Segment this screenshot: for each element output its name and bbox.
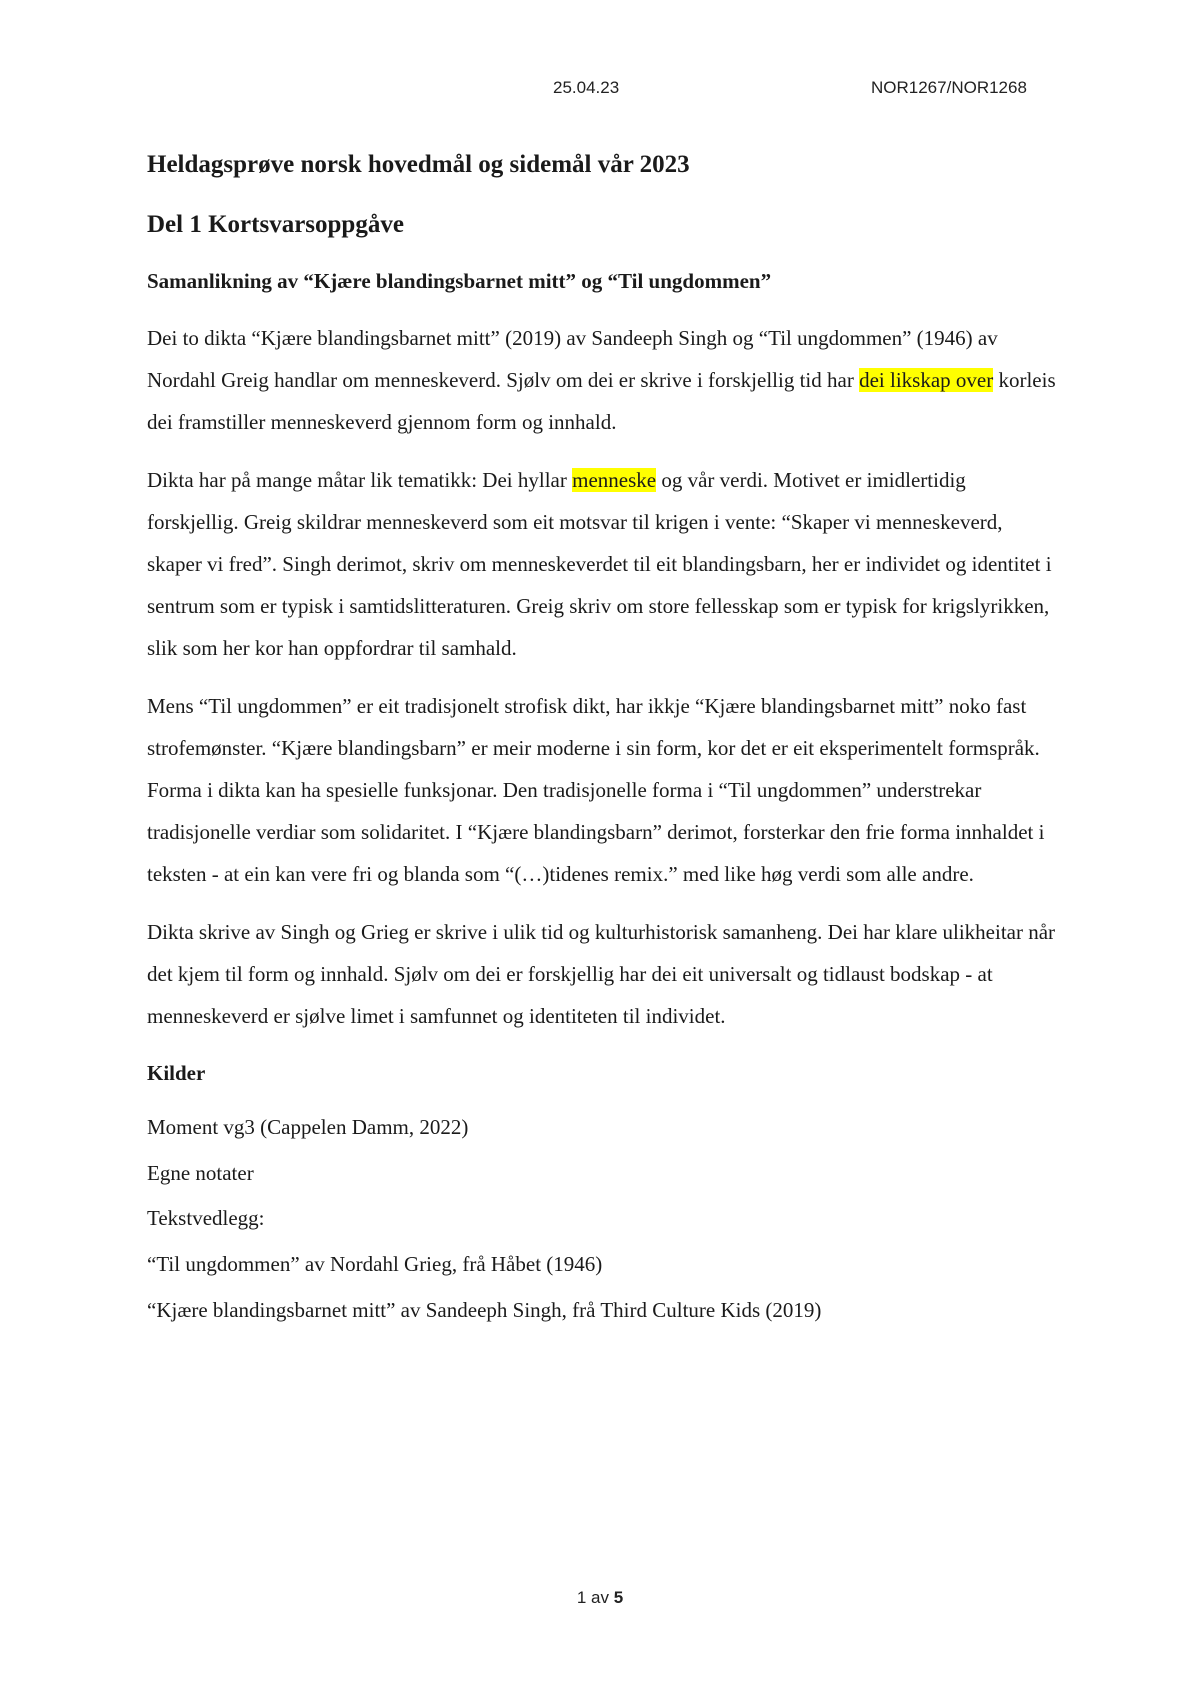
source-item: Egne notater xyxy=(147,1160,254,1185)
part-heading: Del 1 Kortsvarsoppgåve xyxy=(147,211,404,238)
section-subtitle: Samanlikning av “Kjære blandingsbarnet mitt” og “Til ungdommen” xyxy=(147,269,772,293)
paragraph-form: Mens “Til ungdommen” er eit tradisjonelt strofisk dikt, har ikkje “Kjære blandingsbarnet mitt” noko fast strofemønster. “Kjære blandingsbarn” er meir moderne i sin form, kor det er eit eksperimentelt formspråk. Forma i dikta kan ha spesielle funksjonar. Den tradisjonelle forma i “Til ungdommen” understrekar tradisjonelle verdiar som solidaritet. I “Kjære blandingsbarn” derimot, forsterkar den frie forma innhaldet i teksten - at ein kan vere fri og blanda som “(…)tidenes remix.” med like høg verdi som alle andre. xyxy=(147,694,1045,886)
page-total: 5 xyxy=(613,1588,624,1607)
highlighted-text: menneske xyxy=(572,468,657,492)
document-body xyxy=(147,145,1062,1334)
page-footer xyxy=(0,1588,1200,1608)
page-separator: av xyxy=(591,1588,609,1607)
paragraph-intro xyxy=(147,317,1062,443)
document-title: Heldagsprøve norsk hovedmål og sidemål vår 2023 xyxy=(147,151,690,178)
highlighted-text: dei likskap over xyxy=(859,368,994,392)
page-header xyxy=(0,78,1200,102)
source-item: “Kjære blandingsbarnet mitt” av Sandeeph Singh, frå Third Culture Kids (2019) xyxy=(147,1297,822,1322)
header-date: 25.04.23 xyxy=(553,78,620,97)
source-item: Tekstvedlegg: xyxy=(147,1206,265,1231)
paragraph-text: korleis dei framstiller menneskeverd gjennom form og innhald. xyxy=(147,368,1056,434)
paragraph-text: Dikta har på mange måtar lik tematikk: Dei hyllar xyxy=(147,468,573,492)
sources-list xyxy=(147,1105,1062,1334)
paragraph-text: og vår verdi. Motivet er imidlertidig forskjellig. Greig skildrar menneskeverd som eit motsvar til krigen i vente: “Skaper vi menneskeverd, skaper vi fred”. Singh derimot, skriv om menneskeverdet til eit blandingsbarn, her er individet og identitet i sentrum som er typisk i samtidslitteraturen. Greig skriv om store fellesskap som er typisk for krigslyrikken, slik som her kor han oppfordrar til samhald. xyxy=(147,468,1052,660)
sources-heading: Kilder xyxy=(147,1061,206,1085)
paragraph-theme xyxy=(147,459,1062,669)
source-item: Moment vg3 (Cappelen Damm, 2022) xyxy=(147,1115,469,1139)
source-item: “Til ungdommen” av Nordahl Grieg, frå Håbet (1946) xyxy=(147,1252,603,1277)
header-course-code: NOR1267/NOR1268 xyxy=(871,78,1027,97)
paragraph-conclusion: Dikta skrive av Singh og Grieg er skrive i ulik tid og kulturhistorisk samanheng. Dei har klare ulikheitar når det kjem til form og innhald. Sjølv om dei er forskjellig har dei eit universalt og tidlaust bodskap - at menneskeverd er sjølve limet i samfunnet og identiteten til individet. xyxy=(147,920,1056,1028)
paragraph-text: Dei to dikta “Kjære blandingsbarnet mitt” (2019) av Sandeeph Singh og “Til ungdommen” (1946) av Nordahl Greig handlar om menneskeverd. Sjølv om dei er skrive i forskjellig tid har xyxy=(147,326,998,392)
page-number: 1 xyxy=(576,1588,587,1607)
